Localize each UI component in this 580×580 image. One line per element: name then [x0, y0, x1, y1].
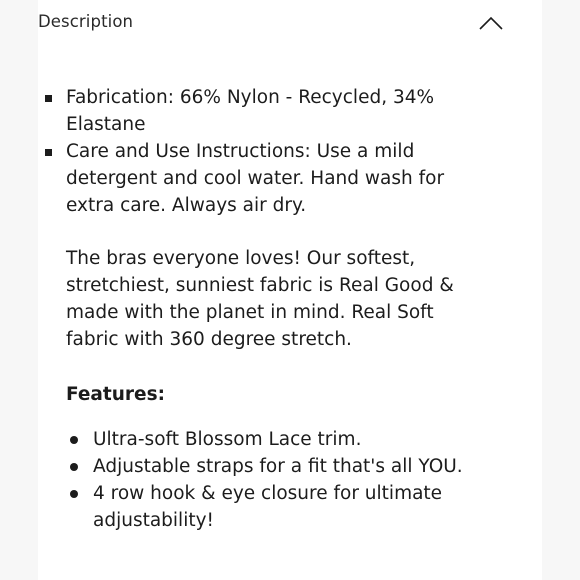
- feature-text: 4 row hook & eye closure for ultimate adjustability!: [93, 483, 443, 531]
- feature-text: Ultra-soft Blossom Lace trim.: [93, 429, 362, 450]
- list-item: [66, 480, 478, 534]
- accordion-content: [38, 84, 478, 534]
- features-heading: Features:: [66, 384, 166, 405]
- disc-bullet-icon: [70, 463, 78, 471]
- square-bullet-icon: [45, 149, 52, 156]
- list-item: [38, 138, 478, 219]
- disc-bullet-icon: [70, 436, 78, 444]
- chevron-up-icon[interactable]: [478, 12, 504, 32]
- description-paragraph: The bras everyone loves! Our softest, stretchiest, sunniest fabric is Real Good & made with the planet in mind. Real Soft fabric with 360 degree stretch.: [66, 248, 454, 350]
- square-bullet-icon: [45, 95, 52, 102]
- detail-text: Care and Use Instructions: Use a mild detergent and cool water. Hand wash for extra care. Always air dry.: [66, 141, 445, 216]
- feature-text: Adjustable straps for a fit that's all YOU.: [93, 456, 463, 477]
- description-accordion-header[interactable]: [38, 0, 504, 46]
- features-list: [66, 426, 478, 534]
- list-item: [66, 453, 478, 480]
- disc-bullet-icon: [70, 490, 78, 498]
- detail-text: Fabrication: 66% Nylon - Recycled, 34% Elastane: [66, 87, 435, 135]
- details-list: [38, 84, 478, 219]
- list-item: [38, 84, 478, 138]
- accordion-title: Description: [38, 12, 134, 31]
- list-item: [66, 426, 478, 453]
